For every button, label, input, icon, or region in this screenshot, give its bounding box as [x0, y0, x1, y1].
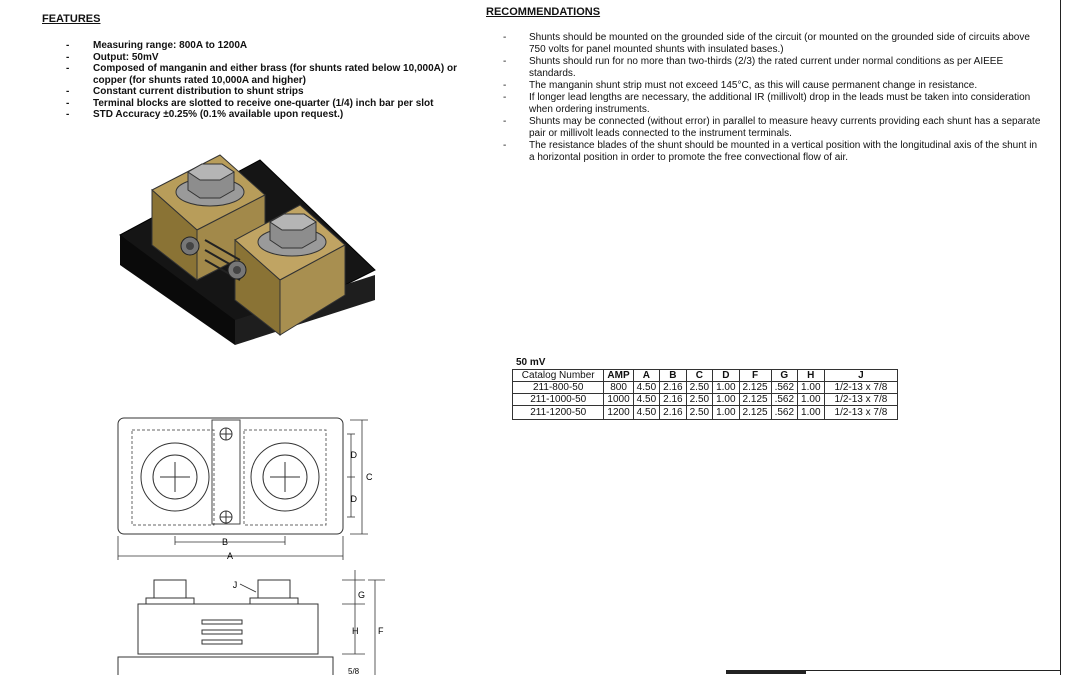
table-cell: 1000 — [604, 394, 633, 406]
dim-label-j: J — [232, 580, 238, 590]
feature-item: - Measuring range: 800A to 1200A — [66, 40, 466, 52]
table-cell: 2.125 — [739, 406, 771, 420]
table-cell: 2.50 — [686, 406, 712, 420]
table-cell: 4.50 — [633, 394, 659, 406]
header-d: D — [713, 370, 739, 382]
title-block-border — [726, 670, 1060, 676]
table-cell: 800 — [604, 382, 633, 394]
table-cell: .562 — [771, 382, 797, 394]
spec-table — [512, 369, 898, 420]
recommendation-item: - Shunts should be mounted on the grounded side of the circuit (or mounted on the grounded side of circuits above 750 volts for panel mounted shunts with insulated bases.) — [503, 32, 1043, 56]
table-cell: 1.00 — [798, 382, 824, 394]
dim-label-d-upper: D — [350, 450, 357, 460]
header-c: C — [686, 370, 712, 382]
table-cell: 2.125 — [739, 394, 771, 406]
table-cell: 1200 — [604, 406, 633, 420]
recommendations-title: RECOMMENDATIONS — [486, 6, 601, 18]
table-row — [513, 406, 898, 420]
feature-item: - STD Accuracy ±0.25% (0.1% available upon request.) — [66, 109, 466, 121]
header-f: F — [739, 370, 771, 382]
dim-label-f: F — [378, 626, 384, 636]
table-cell: 2.125 — [739, 382, 771, 394]
feature-item: - Terminal blocks are slotted to receive one-quarter (1/4) inch bar per slot — [66, 98, 466, 110]
page-border-line — [1060, 0, 1061, 675]
shunt-product-illustration — [110, 150, 380, 345]
dim-label-c: C — [366, 472, 373, 482]
dim-label-a: A — [226, 551, 234, 561]
header-j: J — [824, 370, 898, 382]
header-b: B — [660, 370, 686, 382]
table-cell: 1.00 — [798, 394, 824, 406]
table-cell: 2.50 — [686, 382, 712, 394]
table-row — [513, 382, 898, 394]
recommendation-item: - Shunts may be connected (without error) in parallel to measure heavy currents providing each shunt has a separate pair or millivolt leads connected to the instrument terminals. — [503, 116, 1043, 140]
side-view-drawing — [110, 570, 390, 675]
recommendations-list — [503, 32, 1043, 164]
feature-item: - Output: 50mV — [66, 52, 466, 64]
table-cell: 2.16 — [660, 382, 686, 394]
header-amp: AMP — [604, 370, 633, 382]
features-title: FEATURES — [42, 13, 101, 25]
table-header-row — [513, 370, 898, 382]
header-g: G — [771, 370, 797, 382]
recommendation-item: - The manganin shunt strip must not exceed 145°C, as this will cause permanent change in resistance. — [503, 80, 1043, 92]
table-cell: .562 — [771, 394, 797, 406]
table-cell: 1/2-13 x 7/8 — [824, 406, 898, 420]
table-cell: 1/2-13 x 7/8 — [824, 394, 898, 406]
feature-item: - Composed of manganin and either brass (for shunts rated below 10,000A) or copper (for shunts rated 10,000A and higher) — [66, 63, 466, 86]
header-h: H — [798, 370, 824, 382]
header-catalog-number: Catalog Number — [513, 370, 604, 382]
top-view-drawing — [110, 410, 380, 570]
table-cell: 4.50 — [633, 382, 659, 394]
dim-label-b: B — [221, 537, 229, 547]
spec-table-title: 50 mV — [516, 357, 546, 368]
table-cell: 1.00 — [713, 382, 739, 394]
dim-label-d-lower: D — [350, 494, 357, 504]
table-cell: 1.00 — [798, 406, 824, 420]
feature-item: - Constant current distribution to shunt strips — [66, 86, 466, 98]
dim-label-partial: 5/8 — [348, 667, 360, 675]
dim-label-h: H — [352, 626, 359, 636]
table-cell: .562 — [771, 406, 797, 420]
recommendation-item: - Shunts should run for no more than two-thirds (2/3) the rated current under normal conditions as per AIEEE standards. — [503, 56, 1043, 80]
dim-label-g: G — [358, 590, 366, 600]
header-a: A — [633, 370, 659, 382]
table-cell: 211-1000-50 — [513, 394, 604, 406]
recommendation-item: - The resistance blades of the shunt should be mounted in a vertical position with the longitudinal axis of the shunt in a horizontal position in order to promote the free convectional flow of air. — [503, 140, 1043, 164]
table-cell: 2.16 — [660, 394, 686, 406]
table-cell: 2.50 — [686, 394, 712, 406]
table-cell: 2.16 — [660, 406, 686, 420]
table-cell: 1.00 — [713, 394, 739, 406]
table-row — [513, 394, 898, 406]
table-cell: 1.00 — [713, 406, 739, 420]
recommendation-item: - If longer lead lengths are necessary, the additional IR (millivolt) drop in the leads must be taken into consideration when ordering instruments. — [503, 92, 1043, 116]
table-cell: 211-800-50 — [513, 382, 604, 394]
table-cell: 4.50 — [633, 406, 659, 420]
table-cell: 1/2-13 x 7/8 — [824, 382, 898, 394]
table-cell: 211-1200-50 — [513, 406, 604, 420]
features-list — [66, 40, 466, 121]
